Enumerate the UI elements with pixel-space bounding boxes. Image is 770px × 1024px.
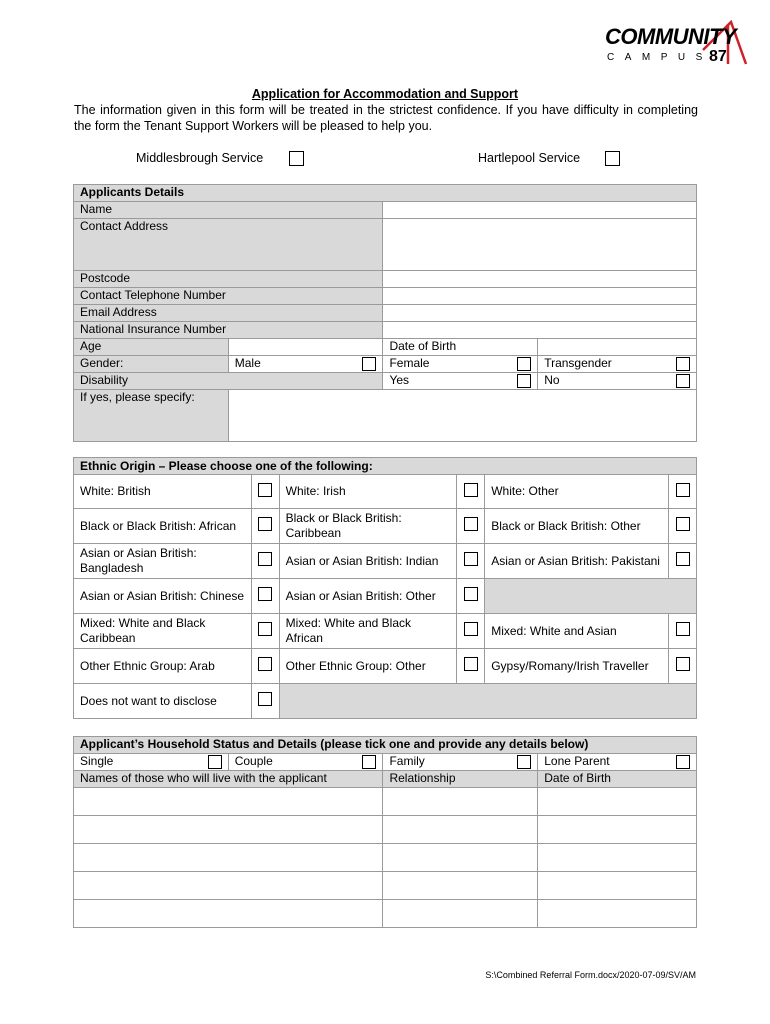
mixed-black-caribbean-label: Mixed: White and Black Caribbean <box>74 614 252 649</box>
email-input[interactable] <box>383 305 697 322</box>
black-other-label: Black or Black British: Other <box>485 509 669 544</box>
table-row <box>74 816 697 844</box>
couple-checkbox[interactable] <box>362 755 376 769</box>
hartlepool-service-label: Hartlepool Service <box>478 151 581 165</box>
family-option <box>383 754 538 771</box>
name-cell[interactable] <box>74 844 383 872</box>
dob-cell[interactable] <box>538 788 697 816</box>
disability-no-checkbox[interactable] <box>676 374 690 388</box>
asian-other-label: Asian or Asian British: Other <box>279 579 457 614</box>
asian-pakistani-checkbox[interactable] <box>676 552 690 566</box>
couple-label: Couple <box>234 754 273 768</box>
mixed-black-african-checkbox[interactable] <box>464 622 478 636</box>
relationship-cell[interactable] <box>383 788 538 816</box>
white-other-label: White: Other <box>485 475 669 509</box>
lone-parent-option <box>538 754 697 771</box>
other-arab-checkbox[interactable] <box>258 657 272 671</box>
relationship-cell[interactable] <box>383 816 538 844</box>
lone-parent-checkbox[interactable] <box>676 755 690 769</box>
relationship-cell[interactable] <box>383 872 538 900</box>
transgender-label: Transgender <box>544 356 612 370</box>
mixed-black-caribbean-checkbox[interactable] <box>258 622 272 636</box>
single-option <box>74 754 229 771</box>
relationship-column-header: Relationship <box>383 771 538 788</box>
mixed-asian-label: Mixed: White and Asian <box>485 614 669 649</box>
gypsy-label: Gypsy/Romany/Irish Traveller <box>485 649 669 684</box>
telephone-input[interactable] <box>383 288 697 305</box>
postcode-label: Postcode <box>74 271 383 288</box>
specify-input[interactable] <box>228 390 696 442</box>
logo-text: COMMUNITY <box>605 24 737 49</box>
dob-cell[interactable] <box>538 900 697 928</box>
footer-path: S:\Combined Referral Form.docx/2020-07-09/SV/AM <box>485 970 696 980</box>
community-campus-logo <box>603 20 748 68</box>
not-disclose-label: Does not want to disclose <box>74 684 252 719</box>
dob-column-header: Date of Birth <box>538 771 697 788</box>
form-title: Application for Accommodation and Support <box>251 87 519 101</box>
name-label: Name <box>74 202 383 219</box>
asian-pakistani-label: Asian or Asian British: Pakistani <box>485 544 669 579</box>
other-other-checkbox[interactable] <box>464 657 478 671</box>
name-input[interactable] <box>383 202 697 219</box>
other-other-label: Other Ethnic Group: Other <box>279 649 457 684</box>
names-column-header: Names of those who will live with the applicant <box>74 771 383 788</box>
asian-other-checkbox[interactable] <box>464 587 478 601</box>
name-cell[interactable] <box>74 872 383 900</box>
female-option <box>383 356 538 373</box>
white-british-label: White: British <box>74 475 252 509</box>
table-row <box>74 872 697 900</box>
male-option <box>228 356 383 373</box>
asian-indian-checkbox[interactable] <box>464 552 478 566</box>
dob-cell[interactable] <box>538 844 697 872</box>
empty-cell <box>279 684 696 719</box>
asian-chinese-checkbox[interactable] <box>258 587 272 601</box>
gypsy-checkbox[interactable] <box>676 657 690 671</box>
lone-parent-label: Lone Parent <box>544 754 610 768</box>
household-table <box>73 736 697 928</box>
household-header: Applicant’s Household Status and Details (please tick one and provide any details below) <box>74 737 697 754</box>
male-label: Male <box>234 356 261 370</box>
transgender-checkbox[interactable] <box>676 357 690 371</box>
mixed-asian-checkbox[interactable] <box>676 622 690 636</box>
female-label: Female <box>389 356 430 370</box>
middlesbrough-service-checkbox[interactable] <box>289 151 304 166</box>
gender-label: Gender: <box>74 356 229 373</box>
family-checkbox[interactable] <box>517 755 531 769</box>
intro-text: The information given in this form will be treated in the strictest confidence. If you have difficulty in completing the form the Tenant Support Workers will be pleased to help you. <box>74 103 698 133</box>
asian-bangladeshi-checkbox[interactable] <box>258 552 272 566</box>
telephone-label: Contact Telephone Number <box>74 288 383 305</box>
logo-number: 87 <box>709 48 727 65</box>
white-irish-label: White: Irish <box>279 475 457 509</box>
postcode-input[interactable] <box>383 271 697 288</box>
dob-input[interactable] <box>538 339 697 356</box>
ethnic-origin-header: Ethnic Origin – Please choose one of the following: <box>74 458 697 475</box>
male-checkbox[interactable] <box>362 357 376 371</box>
disability-yes-label: Yes <box>389 373 410 387</box>
age-input[interactable] <box>228 339 383 356</box>
table-row <box>74 788 697 816</box>
dob-cell[interactable] <box>538 816 697 844</box>
black-african-checkbox[interactable] <box>258 517 272 531</box>
email-label: Email Address <box>74 305 383 322</box>
single-label: Single <box>80 754 114 768</box>
transgender-option <box>538 356 697 373</box>
dob-cell[interactable] <box>538 872 697 900</box>
single-checkbox[interactable] <box>208 755 222 769</box>
asian-chinese-label: Asian or Asian British: Chinese <box>74 579 252 614</box>
black-african-label: Black or Black British: African <box>74 509 252 544</box>
not-disclose-checkbox[interactable] <box>258 692 272 706</box>
black-caribbean-label: Black or Black British: Caribbean <box>279 509 457 544</box>
relationship-cell[interactable] <box>383 900 538 928</box>
name-cell[interactable] <box>74 900 383 928</box>
relationship-cell[interactable] <box>383 844 538 872</box>
asian-bangladeshi-label: Asian or Asian British: Bangladesh <box>74 544 252 579</box>
age-label: Age <box>74 339 229 356</box>
disability-no-label: No <box>544 373 560 387</box>
white-irish-checkbox[interactable] <box>464 483 478 497</box>
table-row <box>74 900 697 928</box>
hartlepool-service-checkbox[interactable] <box>605 151 620 166</box>
applicant-details-header: Applicants Details <box>74 185 697 202</box>
disability-yes-checkbox[interactable] <box>517 374 531 388</box>
table-row <box>74 844 697 872</box>
name-cell[interactable] <box>74 788 383 816</box>
name-cell[interactable] <box>74 816 383 844</box>
dob-label: Date of Birth <box>383 339 538 356</box>
white-other-checkbox[interactable] <box>676 483 690 497</box>
disability-no-option <box>538 373 697 390</box>
couple-option <box>228 754 383 771</box>
disability-yes-option <box>383 373 538 390</box>
specify-label: If yes, please specify: <box>74 390 229 442</box>
contact-address-input[interactable] <box>383 219 697 271</box>
applicant-details-table <box>73 184 697 442</box>
mixed-black-african-label: Mixed: White and Black African <box>279 614 457 649</box>
black-caribbean-checkbox[interactable] <box>464 517 478 531</box>
contact-address-label: Contact Address <box>74 219 383 271</box>
logo-subtext: CAMPUS <box>607 52 713 63</box>
empty-cell <box>485 579 697 614</box>
ni-number-input[interactable] <box>383 322 697 339</box>
other-arab-label: Other Ethnic Group: Arab <box>74 649 252 684</box>
disability-label: Disability <box>74 373 383 390</box>
asian-indian-label: Asian or Asian British: Indian <box>279 544 457 579</box>
middlesbrough-service-label: Middlesbrough Service <box>136 151 264 165</box>
black-other-checkbox[interactable] <box>676 517 690 531</box>
ni-number-label: National Insurance Number <box>74 322 383 339</box>
ethnic-origin-table <box>73 457 697 719</box>
female-checkbox[interactable] <box>517 357 531 371</box>
white-british-checkbox[interactable] <box>258 483 272 497</box>
family-label: Family <box>389 754 425 768</box>
